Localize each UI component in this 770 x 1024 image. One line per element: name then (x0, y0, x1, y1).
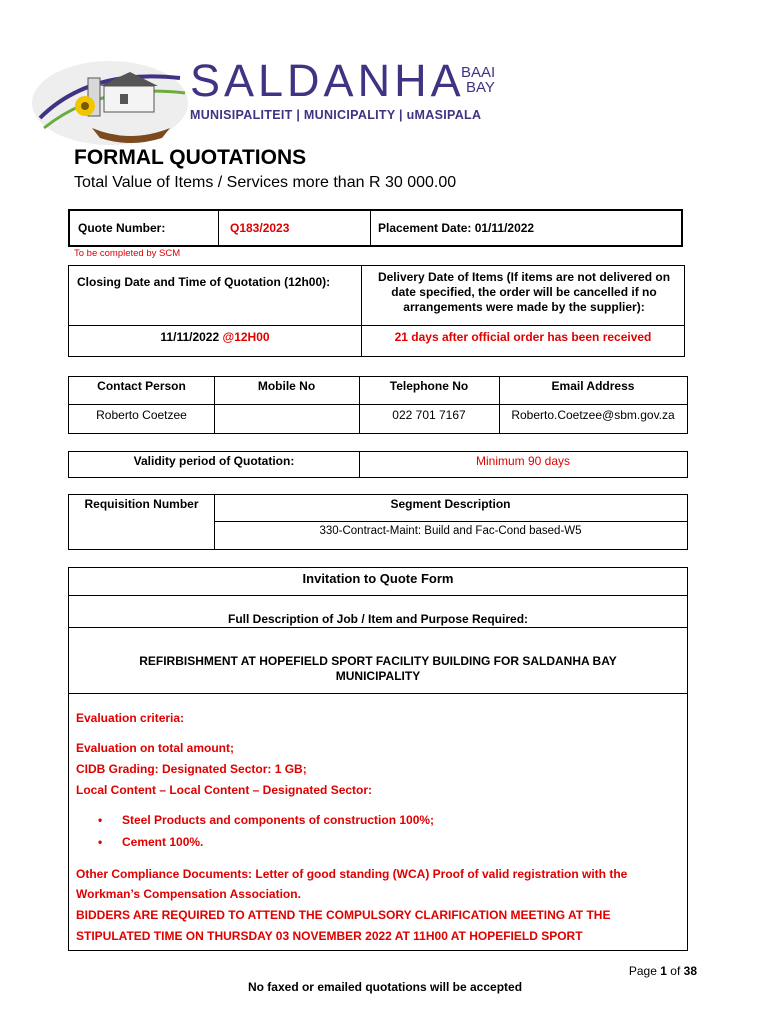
contact-header-telephone: Telephone No (389, 379, 469, 393)
contact-header-email: Email Address (551, 379, 635, 393)
page-total: 38 (683, 964, 697, 978)
contact-person: Roberto Coetzee (96, 408, 187, 422)
validity-label: Validity period of Quotation: (133, 454, 295, 468)
job-description-line1: REFIRBISHMENT AT HOPEFIELD SPORT FACILITY BUILDING FOR SALDANHA BAY (139, 654, 617, 668)
delivery-date-value: 21 days after official order has been received (394, 330, 652, 344)
closing-date-value (69, 330, 361, 344)
delivery-date-label: Delivery Date of Items (If items are not delivered on date specified, the order will be cancelled if no arrangements were made by the supplier): (377, 270, 671, 314)
bullet-cement (98, 835, 203, 849)
validity-table (68, 451, 688, 478)
logo-subtitle: MUNISIPALITEIT | MUNICIPALITY | uMASIPALA (190, 108, 482, 122)
logo-wordmark: SALDANHA (190, 55, 465, 106)
segment-description-label: Segment Description (390, 497, 511, 511)
logo-emblem-icon (30, 58, 190, 148)
contact-telephone: 022 701 7167 (392, 408, 466, 422)
closing-time: @12H00 (222, 330, 270, 344)
logo-bay: BAY (466, 79, 495, 96)
page-number (629, 964, 697, 978)
logo-baai: BAAI (461, 64, 496, 81)
bullet-steel (98, 813, 434, 827)
quote-number-label: Quote Number: (78, 221, 166, 235)
contact-header-mobile: Mobile No (257, 379, 316, 393)
closing-date-label: Closing Date and Time of Quotation (12h00): (77, 275, 331, 289)
criteria-cidb: CIDB Grading: Designated Sector: 1 GB; (76, 762, 307, 776)
page-current: 1 (660, 964, 667, 978)
municipality-logo (30, 55, 520, 148)
validity-value: Minimum 90 days (475, 454, 571, 468)
scm-note: To be completed by SCM (74, 248, 181, 259)
job-description-label: Full Description of Job / Item and Purpose Required: (227, 612, 529, 626)
criteria-total-amount: Evaluation on total amount; (76, 741, 234, 755)
requisition-table (68, 494, 688, 550)
criteria-local-content: Local Content – Local Content – Designated Sector: (76, 783, 373, 797)
bullet-steel-text: Steel Products and components of construction 100%; (122, 813, 435, 827)
contact-header-person: Contact Person (97, 379, 186, 393)
page-title: FORMAL QUOTATIONS (74, 146, 307, 169)
footer-note: No faxed or emailed quotations will be accepted (247, 980, 523, 994)
segment-description-value: 330-Contract-Maint: Build and Fac-Cond based-W5 (319, 525, 582, 537)
quote-number-value: Q183/2023 (230, 221, 290, 235)
placement-date: Placement Date: 01/11/2022 (378, 221, 535, 235)
bullet-dot: • (98, 835, 103, 849)
quote-number-table (68, 209, 683, 247)
compliance-line1: Other Compliance Documents: Letter of good standing (WCA) Proof of valid registration with the (76, 867, 628, 881)
contact-table (68, 376, 688, 434)
closing-date: 11/11/2022 (160, 330, 220, 344)
bullet-dot: • (98, 813, 103, 827)
requisition-number-label: Requisition Number (84, 497, 199, 511)
job-description-line2: MUNICIPALITY (335, 669, 421, 683)
bidders-line2: STIPULATED TIME ON THURSDAY 03 NOVEMBER 2022 AT 11H00 AT HOPEFIELD SPORT (76, 929, 583, 943)
page-prefix: Page (628, 964, 657, 978)
bidders-line1: BIDDERS ARE REQUIRED TO ATTEND THE COMPULSORY CLARIFICATION MEETING AT THE (76, 908, 611, 922)
compliance-line2: Workman’s Compensation Association. (76, 887, 301, 901)
criteria-heading: Evaluation criteria: (76, 711, 185, 725)
page-of: of (670, 964, 681, 978)
invitation-title: Invitation to Quote Form (302, 571, 454, 586)
bullet-cement-text: Cement 100%. (122, 835, 204, 849)
closing-delivery-table (68, 265, 685, 357)
contact-email: Roberto.Coetzee@sbm.gov.za (511, 408, 675, 422)
page-subtitle: Total Value of Items / Services more than R 30 000.00 (74, 174, 457, 191)
